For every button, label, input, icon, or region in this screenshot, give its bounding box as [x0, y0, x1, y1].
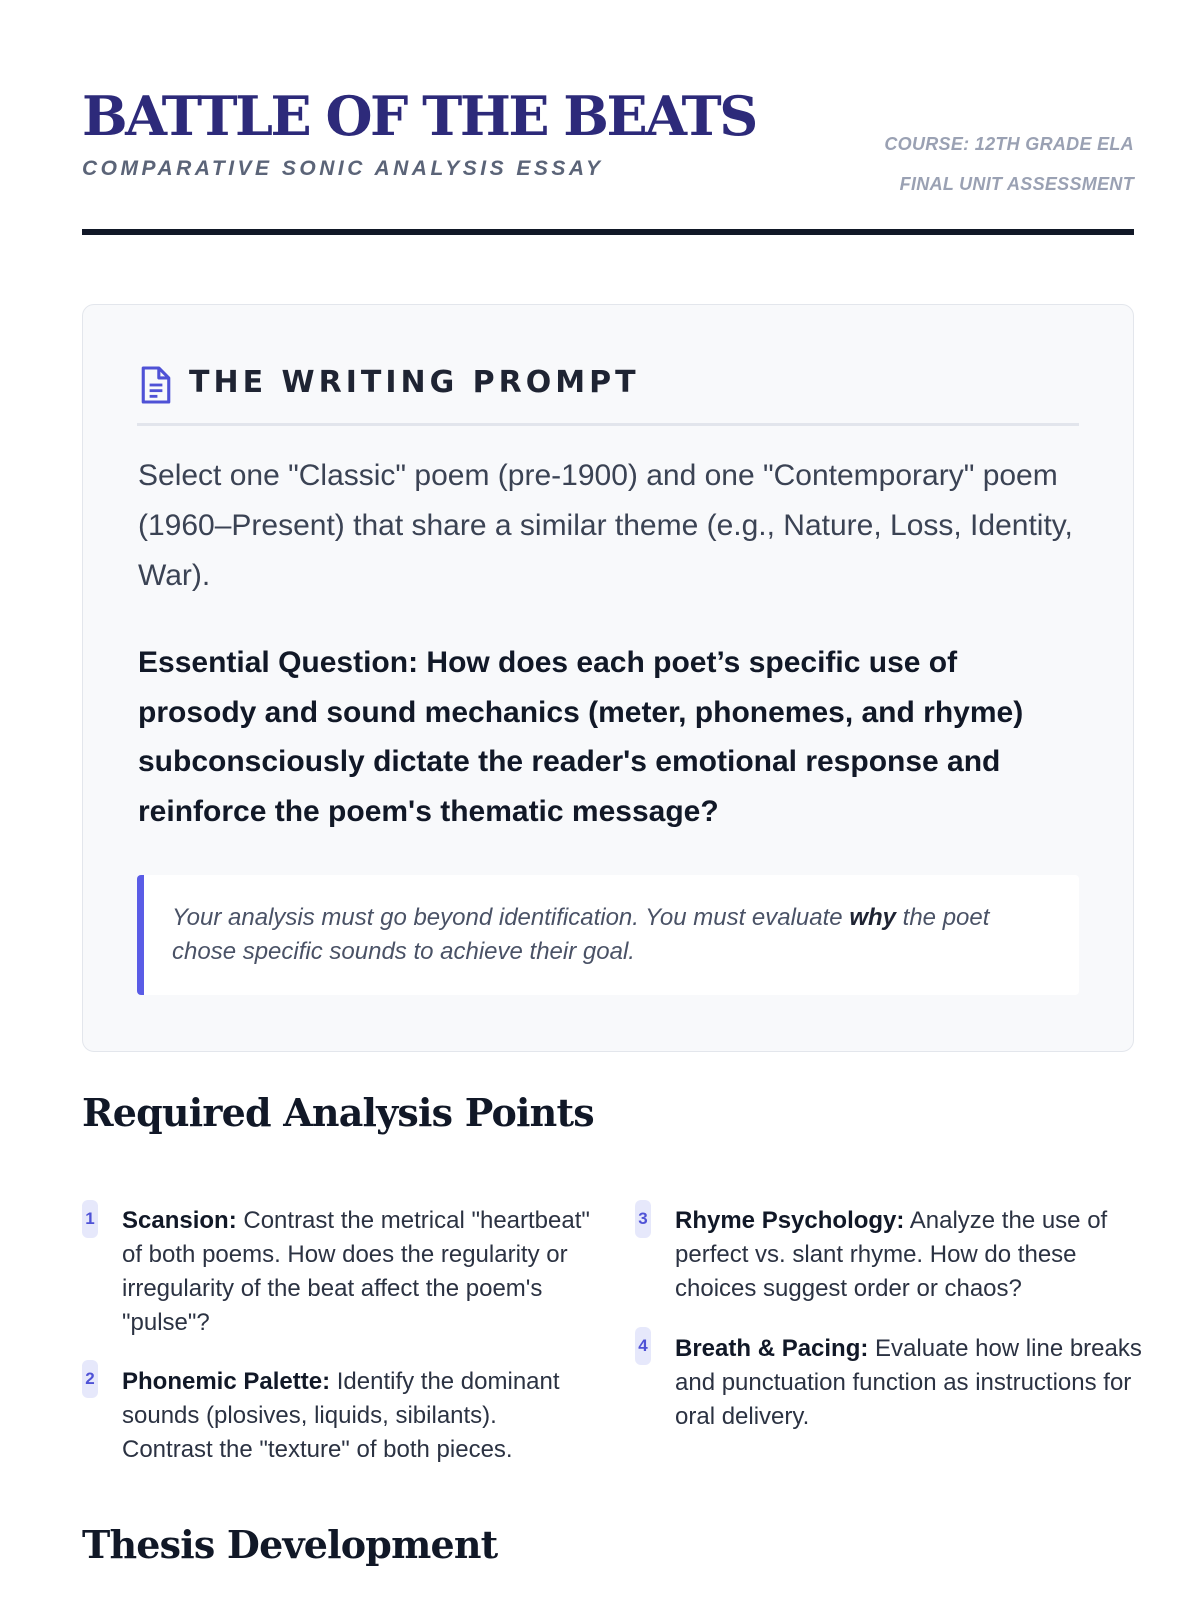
note-text-start: Your analysis must go beyond identification. You must evaluate [172, 904, 850, 931]
assessment-label: FINAL UNIT ASSESSMENT [899, 174, 1134, 194]
point-label: Phonemic Palette: [122, 1368, 331, 1395]
essential-question: Essential Question: How does each poet’s specific use of prosody and sound mechanics (meter, phonemes, and rhyme) subconsciously dictate the reader's emotional response and reinforce the poem's thematic message? [138, 646, 1024, 828]
point-text [675, 1332, 1145, 1434]
header-divider [82, 229, 1134, 235]
point-description: Analyze the use of perfect vs. slant rhyme. How do these choices suggest order or chaos? [675, 1207, 1108, 1302]
point-label: Breath & Pacing: [675, 1335, 869, 1362]
analysis-note-text [172, 901, 1052, 969]
point-label: Rhyme Psychology: [675, 1207, 905, 1234]
header [82, 84, 1134, 234]
page-subtitle: COMPARATIVE SONIC ANALYSIS ESSAY [82, 157, 604, 180]
point-description: Contrast the metrical "heartbeat" of both poems. How does the regularity or irregularity of the beat affect the poem's "pulse"? [122, 1207, 590, 1336]
page-title: BATTLE OF THE BEATS [82, 84, 756, 148]
point-text [122, 1204, 592, 1340]
course-meta [884, 124, 1134, 204]
point-label: Scansion: [122, 1207, 237, 1234]
prompt-header [137, 361, 1079, 426]
writing-prompt-card [82, 304, 1134, 1052]
analysis-heading: Required Analysis Points [82, 1090, 594, 1135]
point-number: 1 [82, 1200, 98, 1238]
point-number: 2 [82, 1360, 98, 1398]
note-text-end: the poet chose specific sounds to achieve their goal. [172, 904, 990, 965]
thesis-heading: Thesis Development [82, 1522, 498, 1567]
analysis-note [137, 875, 1079, 995]
course-label: COURSE: 12TH GRADE ELA [884, 134, 1134, 154]
prompt-text: Select one "Classic" poem (pre-1900) and one "Contemporary" poem (1960–Present) that share a similar theme (e.g., Nature, Loss, Identity, War). [138, 459, 1073, 592]
point-text [122, 1365, 592, 1467]
prompt-heading: THE WRITING PROMPT [189, 365, 640, 400]
point-text [675, 1204, 1145, 1306]
note-emphasis: why [849, 904, 896, 931]
point-number: 4 [635, 1327, 651, 1365]
point-description: Evaluate how line breaks and punctuation function as instructions for oral delivery. [675, 1335, 1142, 1430]
document-icon [139, 365, 173, 405]
point-number: 3 [635, 1200, 651, 1238]
point-description: Identify the dominant sounds (plosives, liquids, sibilants). Contrast the "texture" of both pieces. [122, 1368, 560, 1463]
